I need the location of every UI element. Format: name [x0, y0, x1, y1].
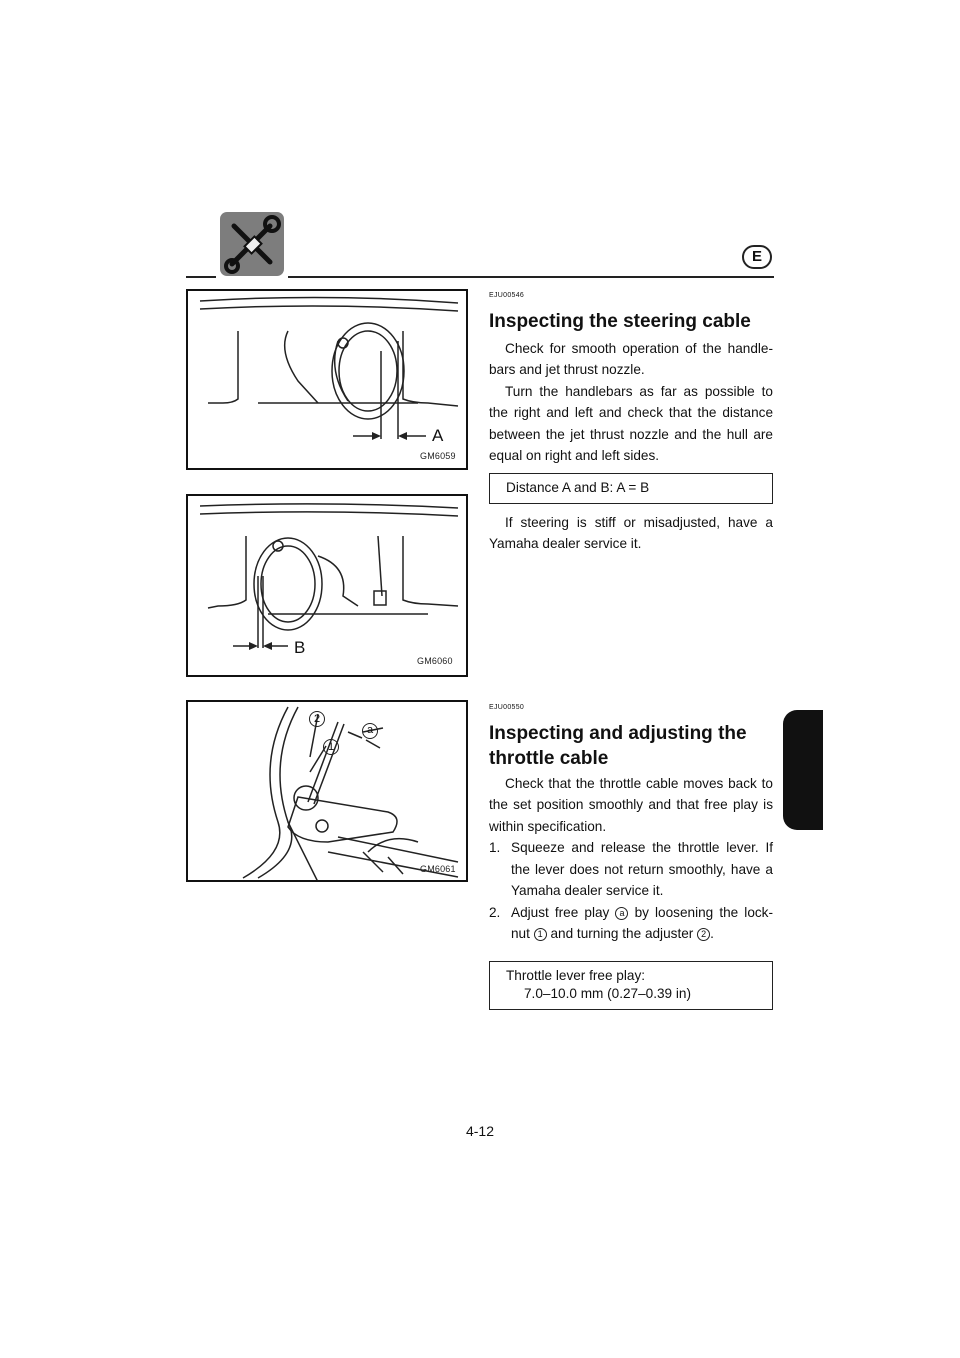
- ref-1: 1: [534, 928, 547, 941]
- section-title-line1: Inspecting and adjusting the: [489, 722, 747, 744]
- figure-code: GM6060: [417, 656, 453, 666]
- spec-text: Distance A and B: A = B: [506, 479, 650, 495]
- throttle-lever-illustration: [188, 702, 466, 880]
- step-text: and turning the adjuster: [550, 926, 694, 941]
- step-end: .: [710, 926, 714, 941]
- tools-wrench-icon: [220, 212, 284, 276]
- spec-box: [489, 473, 773, 504]
- header-rule-right: [288, 276, 774, 278]
- figure-code: GM6059: [420, 451, 456, 461]
- paragraph: Turn the handlebars as far as possible to the right and left and check that the distance between the jet thrust nozzle and the hull are equal on right and left sides.: [489, 383, 773, 463]
- spec-box: [489, 961, 773, 1010]
- figure-throttle-lever: [186, 700, 468, 882]
- step-text: Adjust free play: [511, 904, 610, 920]
- steps-list: [489, 837, 773, 945]
- paragraph: Check for smooth operation of the handle-bars and jet thrust nozzle.: [489, 340, 773, 377]
- spec-value: 7.0–10.0 mm (0.27–0.39 in): [524, 985, 692, 1001]
- nozzle-a-illustration: [188, 291, 466, 468]
- language-badge: E: [742, 245, 772, 269]
- section-code: EJU00550: [489, 704, 525, 711]
- chapter-side-tab: [783, 710, 823, 830]
- figure-steering-nozzle-a: [186, 289, 468, 470]
- ref-2: 2: [697, 928, 710, 941]
- paragraph: Check that the throttle cable moves back to the set position smoothly and that free play is within specification.: [489, 775, 773, 834]
- spec-line: Throttle lever free play:: [506, 967, 646, 983]
- section-throttle-cable: [489, 697, 773, 1018]
- figure-code: GM6061: [420, 864, 456, 874]
- step-text: Squeeze and release the throttle lever. If the lever does not return smoothly, have a Yamaha dealer service it.: [511, 840, 773, 898]
- list-item: [489, 902, 773, 945]
- figure-label-a: A: [432, 426, 444, 445]
- callout-1: 1: [323, 739, 339, 755]
- figure-steering-nozzle-b: [186, 494, 468, 677]
- section-code: EJU00546: [489, 292, 525, 299]
- page-number: 4-12: [465, 1123, 495, 1139]
- callout-a: a: [362, 723, 378, 739]
- section-title: Inspecting the steering cable: [489, 310, 751, 332]
- section-steering-cable: [489, 285, 773, 555]
- header-rule-left: [186, 276, 216, 278]
- figure-label-b: B: [294, 638, 306, 657]
- step-text: by loosening the lock-nut: [511, 904, 774, 941]
- nozzle-b-illustration: [188, 496, 466, 675]
- section-title: [489, 721, 773, 771]
- paragraph: If steering is stiff or misadjusted, have a Yamaha dealer service it.: [489, 514, 773, 551]
- callout-2: 2: [309, 711, 325, 727]
- step-number: 1.: [489, 840, 501, 855]
- section-title-line2: throttle cable: [489, 747, 609, 769]
- ref-a: a: [615, 907, 628, 920]
- step-number: 2.: [489, 904, 501, 920]
- list-item: [489, 837, 773, 902]
